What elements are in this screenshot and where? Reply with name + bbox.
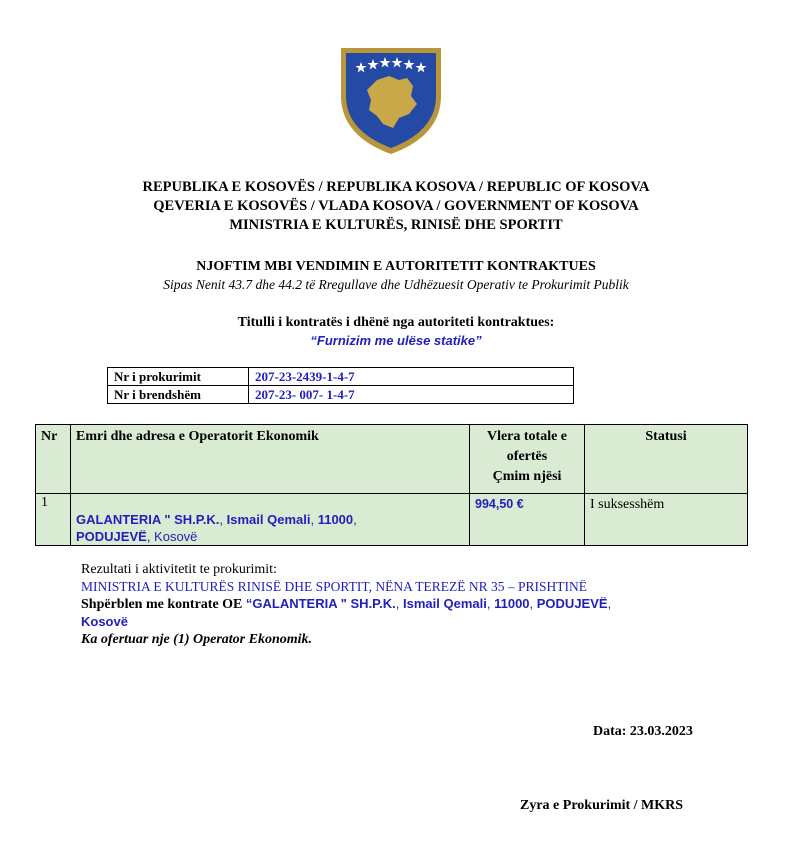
operators-table	[35, 424, 748, 546]
company-name: GALANTERIA " SH.P.K.	[76, 512, 220, 527]
header-line-1: REPUBLIKA E KOSOVËS / REPUBLIKA KOSOVA / REPUBLIC OF KOSOVA	[142, 179, 650, 195]
company-city: PODUJEVË	[76, 529, 147, 544]
award-street: Ismail Qemali	[403, 596, 487, 611]
row-nr: 1	[36, 494, 71, 546]
header-value-line-2: ofertës	[506, 449, 548, 464]
award-prefix: Shpërblen me kontrate OE	[81, 597, 246, 612]
table-row	[108, 368, 574, 386]
procurement-office: Zyra e Prokurimit / MKRS	[520, 798, 684, 813]
procurement-reference-table	[107, 367, 574, 404]
table-header-row	[36, 425, 748, 494]
award-company: “GALANTERIA " SH.P.K.	[245, 596, 396, 611]
ref-value: 207-23-2439-1-4-7	[249, 368, 574, 386]
ref-label: Nr i brendshëm	[108, 386, 249, 404]
row-operator: GALANTERIA " SH.P.K., Ismail Qemali, 11000, PODUJEVË, Kosovë	[71, 494, 470, 546]
offers-note: Ka ofertuar nje (1) Operator Ekonomik.	[81, 632, 313, 647]
award-country: Kosovë	[81, 614, 128, 629]
result-authority: MINISTRIA E KULTURËS RINISË DHE SPORTIT, NËNA TEREZË NR 35 – PRISHTINË	[81, 579, 587, 594]
header-status: Statusi	[585, 425, 748, 494]
kosovo-coat-of-arms-icon	[337, 44, 445, 158]
row-price: 994,50 €	[470, 494, 585, 546]
contract-title: “Furnizim me ulëse statike”	[310, 333, 482, 348]
header-line-3: MINISTRIA E KULTURËS, RINISË DHE SPORTIT	[229, 217, 563, 233]
award-city: PODUJEVË	[536, 596, 608, 611]
header-line-2: QEVERIA E KOSOVËS / VLADA KOSOVA / GOVERNMENT OF KOSOVA	[153, 198, 639, 214]
table-row	[36, 494, 748, 546]
company-postal: 11000	[317, 512, 354, 527]
row-status: I suksesshëm	[585, 494, 748, 546]
company-street: Ismail Qemali	[226, 512, 311, 527]
award-postal: 11000	[494, 596, 530, 611]
notice-title: NJOFTIM MBI VENDIMIN E AUTORITETIT KONTRAKTUES	[196, 259, 596, 274]
header-value-line-1: Vlera totale e	[486, 429, 568, 444]
result-award: Shpërblen me kontrate OE “GALANTERIA " SH.P.K., Ismail Qemali, 11000, PODUJEVË,	[81, 596, 612, 612]
header-value-line-3: Çmim njësi	[492, 469, 562, 484]
notice-subtitle: Sipas Nenit 43.7 dhe 44.2 të Rregullave dhe Udhëzuesit Operativ te Prokurimit Publik	[163, 277, 629, 292]
header-nr: Nr	[36, 425, 71, 494]
company-country: Kosovë	[154, 529, 198, 544]
document-date: Data: 23.03.2023	[593, 724, 693, 739]
result-label: Rezultati i aktivitetit te prokurimit:	[81, 562, 277, 577]
ref-value: 207-23- 007- 1-4-7	[249, 386, 574, 404]
ref-label: Nr i prokurimit	[108, 368, 249, 386]
table-row	[108, 386, 574, 404]
header-operator: Emri dhe adresa e Operatorit Ekonomik	[71, 425, 470, 494]
header-value	[470, 425, 585, 494]
contract-title-label: Titulli i kontratës i dhënë nga autoriteti kontraktues:	[237, 315, 555, 330]
